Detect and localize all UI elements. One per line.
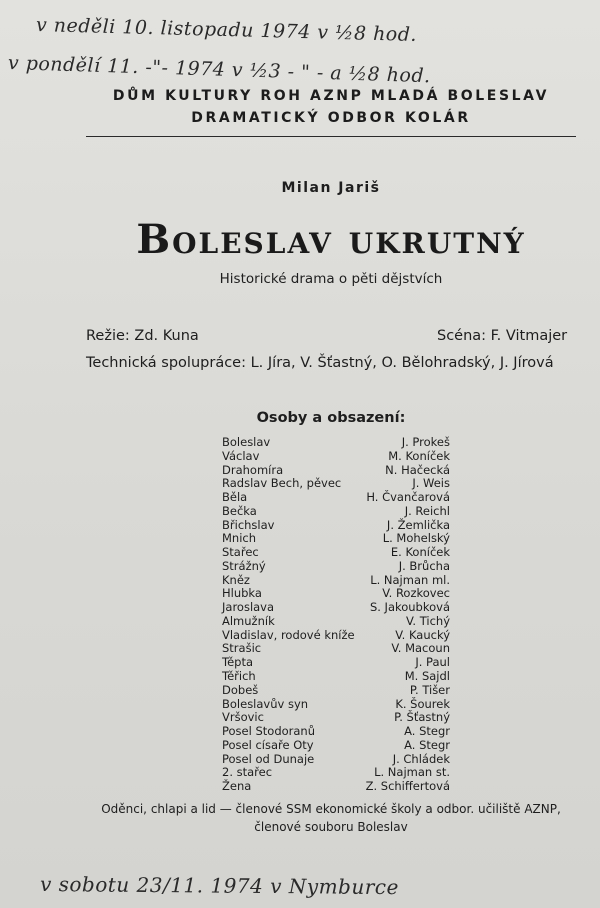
cast-role: Almužník (222, 613, 275, 628)
cast-role: Těpta (222, 655, 254, 670)
cast-row (222, 739, 450, 753)
cast-actor: P. Tišer (409, 682, 450, 697)
cast-role: Dobeš (222, 682, 259, 697)
cast-role: Těřich (222, 669, 256, 684)
cast-actor: E. Koníček (390, 545, 450, 560)
header-divider (86, 136, 576, 137)
cast-actor: J. Weis (412, 476, 450, 491)
cast-list (222, 436, 450, 794)
handwritten-note-3: v sobotu 23/11. 1974 v Nymburce (39, 872, 399, 900)
cast-actor: L. Mohelský (382, 531, 450, 546)
cast-row (222, 587, 450, 601)
cast-row (222, 491, 450, 505)
cast-role: Strážný (222, 558, 266, 573)
footer-line-2: členové souboru Boleslav (254, 820, 408, 834)
cast-row (222, 642, 450, 656)
cast-row (222, 519, 450, 533)
cast-role: Jaroslava (222, 600, 275, 615)
cast-role: Vršovic (222, 710, 264, 725)
cast-row (222, 450, 450, 464)
handwritten-note-2: v pondělí 11. -"- 1974 v ½3 - " - a ½8 hod. (7, 52, 431, 88)
cast-actor: V. Rozkovec (382, 586, 450, 601)
cast-row (222, 615, 450, 629)
cast-role: Strašic (222, 641, 262, 656)
cast-row (222, 753, 450, 767)
cast-role: Stařec (222, 545, 259, 560)
direction-credit: Režie: Zd. Kuna (86, 328, 199, 344)
cast-role: Běla (222, 490, 248, 505)
cast-role: Posel císaře Oty (222, 737, 314, 752)
cast-actor: K. Šourek (395, 696, 450, 711)
cast-role: Drahomíra (222, 462, 284, 477)
cast-actor: M. Sajdl (404, 669, 450, 684)
cast-row (222, 464, 450, 478)
handwritten-note-1: v neděli 10. listopadu 1974 v ½8 hod. (35, 14, 418, 46)
drama-group-heading: DRAMATICKÝ ODBOR KOLÁR (191, 110, 471, 126)
cast-row (222, 780, 450, 794)
cast-actor: A. Stegr (404, 737, 450, 752)
cast-actor: J. Žemlička (386, 517, 450, 532)
cast-row (222, 560, 450, 574)
cast-role: Břichslav (222, 517, 275, 532)
cast-row (222, 725, 450, 739)
cast-role: Posel Stodoranů (222, 724, 316, 739)
cast-role: Vladislav, rodové kníže (222, 627, 355, 642)
cast-role: Hlubka (222, 586, 262, 601)
cast-row (222, 670, 450, 684)
technical-credit: Technická spolupráce: L. Jíra, V. Šťastný, O. Bělohradský, J. Jírová (86, 355, 554, 371)
cast-actor: J. Prokeš (401, 435, 450, 449)
cast-actor: V. Tichý (406, 613, 450, 628)
cast-role: Boleslav (222, 435, 271, 449)
cast-row (222, 436, 450, 450)
cast-role: Posel od Dunaje (222, 751, 315, 766)
organizer-heading: DŮM KULTURY ROH AZNP MLADÁ BOLESLAV (112, 88, 550, 104)
cast-actor: L. Najman st. (374, 765, 450, 780)
scenery-credit: Scéna: F. Vitmajer (437, 328, 568, 344)
cast-actor: J. Reichl (404, 503, 450, 518)
cast-role: Radslav Bech, pěvec (222, 476, 342, 491)
cast-actor: A. Stegr (404, 724, 450, 739)
cast-row (222, 684, 450, 698)
cast-row (222, 477, 450, 491)
play-subtitle: Historické drama o pěti dějstvích (219, 271, 443, 287)
cast-role: Mnich (222, 531, 257, 546)
cast-actor: J. Brůcha (398, 558, 450, 573)
cast-row (222, 711, 450, 725)
cast-role: 2. stařec (222, 765, 273, 780)
cast-actor: J. Paul (415, 655, 450, 670)
cast-actor: V. Macoun (391, 641, 450, 656)
cast-role: Boleslavův syn (222, 696, 309, 711)
cast-row (222, 766, 450, 780)
cast-actor: P. Šťastný (394, 710, 450, 725)
cast-actor: J. Chládek (392, 751, 450, 766)
cast-row (222, 601, 450, 615)
cast-actor: S. Jakoubková (369, 600, 450, 615)
footer-line-1: Oděnci, chlapi a lid — členové SSM ekonomické školy a odbor. učiliště AZNP, (101, 802, 561, 816)
play-title: Boleslav ukrutný (136, 216, 526, 263)
cast-row (222, 505, 450, 519)
cast-heading: Osoby a obsazení: (256, 410, 406, 426)
cast-actor: M. Koníček (388, 448, 450, 463)
cast-actor: L. Najman ml. (370, 572, 450, 587)
cast-actor: Z. Schiffertová (365, 779, 450, 794)
cast-row (222, 546, 450, 560)
footer-note (86, 800, 576, 836)
cast-role: Václav (222, 448, 260, 463)
cast-role: Žena (222, 779, 252, 794)
cast-row (222, 656, 450, 670)
author-name: Milan Jariš (281, 180, 381, 196)
cast-row (222, 629, 450, 643)
cast-row (222, 532, 450, 546)
cast-actor: H. Čvančarová (366, 490, 450, 505)
cast-role: Kněz (222, 572, 250, 587)
cast-role: Bečka (222, 503, 257, 518)
cast-actor: V. Kaucký (395, 627, 450, 642)
cast-row (222, 574, 450, 588)
cast-actor: N. Hačecká (385, 462, 450, 477)
